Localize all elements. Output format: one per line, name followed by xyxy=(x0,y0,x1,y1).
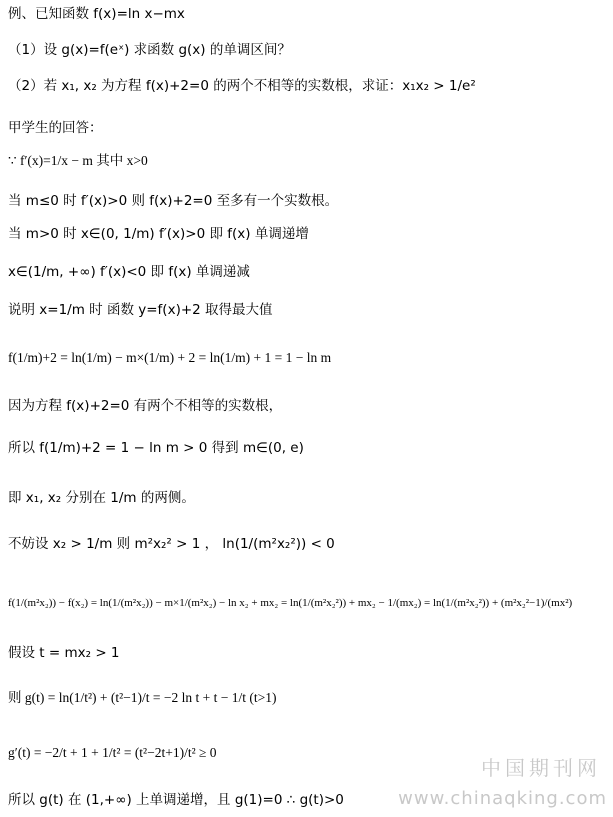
watermark-text: 中国期刊网 xyxy=(481,756,601,780)
g-derivative: g′(t) = −2/t + 1 + 1/t² = (t²−2t+1)/t² ≥ 0 xyxy=(8,745,217,760)
roots-sides: 即 x₁, x₂ 分别在 1/m 的两侧。 xyxy=(8,490,195,506)
m-range: 所以 f(1/m)+2 = 1 − ln m > 0 得到 m∈(0, e) xyxy=(8,440,304,456)
case-m-gt-0: 当 m>0 时 x∈(0, 1/m) f′(x)>0 即 f(x) 单调递增 xyxy=(8,226,309,242)
decreasing-interval: x∈(1/m, +∞) f′(x)<0 即 f(x) 单调递减 xyxy=(8,264,250,280)
maximum-value: f(1/m)+2 = ln(1/m) − m×(1/m) + 2 = ln(1/m) + 1 = 1 − ln m xyxy=(8,350,332,365)
part-1: （1）设 g(x)=f(eˣ) 求函数 g(x) 的单调区间？ xyxy=(8,42,291,58)
watermark-url: www.chinaqking.com xyxy=(398,788,607,809)
part-2: （2）若 x₁, x₂ 为方程 f(x)+2=0 的两个不相等的实数根，求证：x₁x₂ > 1/e² xyxy=(8,78,476,94)
difference-expression: f(1/(m²x₂)) − f(x₂) = ln(1/(m²x₂)) − m×1/(m²x₂) − ln x₂ + mx₂ = ln(1/(m²x₂²)) + mx₂ − 1/(mx₂) = ln(1/(m²x₂²)) + (m²x₂²−1)/(mx²) xyxy=(8,597,573,609)
assume-x2: 不妨设 x₂ > 1/m 则 m²x₂² > 1 ， ln(1/(m²x₂²)) < 0 xyxy=(8,536,335,552)
maximum-statement: 说明 x=1/m 时 函数 y=f(x)+2 取得最大值 xyxy=(8,302,273,318)
problem-title: 例、已知函数 f(x)=ln x−mx xyxy=(8,6,185,22)
student-answer-heading: 甲学生的回答： xyxy=(8,120,103,136)
two-roots-statement: 因为方程 f(x)+2=0 有两个不相等的实数根， xyxy=(8,398,283,414)
g-function: 则 g(t) = ln(1/t²) + (t²−1)/t = −2 ln t + t − 1/t (t>1) xyxy=(8,690,277,705)
substitution-t: 假设 t = mx₂ > 1 xyxy=(8,645,120,661)
derivative-line: ∵ f′(x)=1/x − m 其中 x>0 xyxy=(8,153,148,168)
case-m-le-0: 当 m≤0 时 f′(x)>0 则 f(x)+2=0 至多有一个实数根。 xyxy=(8,193,339,209)
conclusion: 所以 g(t) 在 (1,+∞) 上单调递增，且 g(1)=0 ∴ g(t)>0 xyxy=(8,792,344,808)
